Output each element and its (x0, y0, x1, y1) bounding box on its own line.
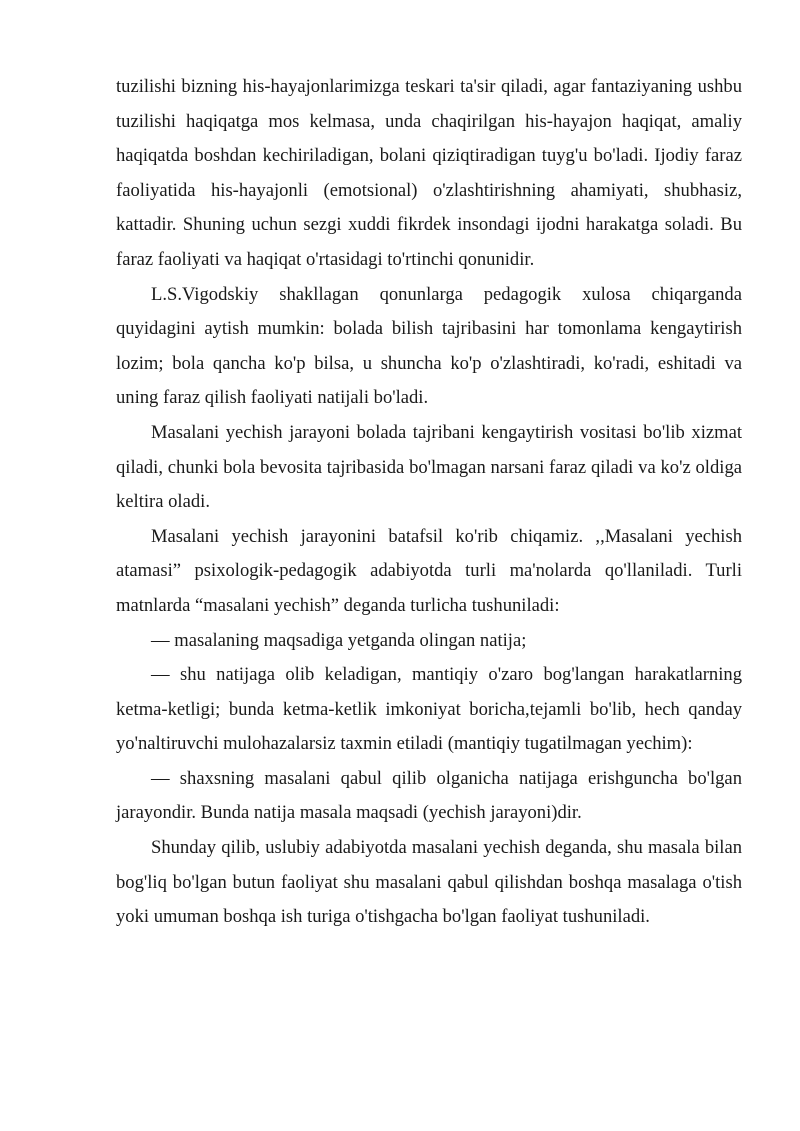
document-page (116, 70, 742, 935)
paragraph-conclusion: Shunday qilib, uslubiy adabiyotda masalani yechish deganda, shu masala bilan bog'liq bo'lgan butun faoliyat shu masalani qabul qilishdan boshqa masalaga o'tish yoki umuman boshqa ish turiga o'tishgacha bo'lgan faoliyat tushuniladi. (116, 837, 742, 928)
list-item-result: — masalaning maqsadiga yetganda olingan natija; (151, 629, 527, 651)
paragraph-experience: Masalani yechish jarayoni bolada tajribani kengaytirish vositasi bo'lib xizmat qiladi, chunki bola bevosita tajribasida bo'lmagan narsani faraz qiladi va ko'z oldiga keltira oladi. (116, 421, 742, 513)
paragraph-continuation: tuzilishi bizning his-hayajonlarimizga teskari ta'sir qiladi, agar fantaziyaning ushbu tuzilishi haqiqatga mos kelmasa, unda chaqirilgan his-hayajon haqiqat, amaliy haqiqatda boshdan kechiriladigan, bolani qiziqtiradigan tuyg'u bo'ladi. Ijodiy faraz faoliyatida his-hayajonli (emotsional) o'zlashtirishning ahamiyati, shubhasiz, kattadir. Shuning uchun sezgi xuddi fikrdek insondagi ijodni harakatga soladi. Bu faraz faoliyati va haqiqat o'rtasidagi to'rtinchi qonunidir. (116, 76, 742, 270)
paragraph-term: Masalani yechish jarayonini batafsil ko'rib chiqamiz. ,,Masalani yechish atamasi” psixologik-pedagogik adabiyotda turli ma'nolarda qo'llaniladi. Turli matnlarda “masalani yechish” deganda turlicha tushuniladi: (116, 525, 742, 616)
list-item-process: — shaxsning masalani qabul qilib olganicha natijaga erishguncha bo'lgan jarayondir. Bunda natija masala maqsadi (yechish jarayoni)dir. (116, 767, 742, 824)
list-item-sequence: — shu natijaga olib keladigan, mantiqiy o'zaro bog'langan harakatlarning ketma-ketligi; bunda ketma-ketlik imkoniyat boricha,tejamli bo'lib, hech qanday yo'naltiruvchi mulohazalarsiz taxmin etiladi (mantiqiy tugatilmagan yechim): (116, 664, 742, 755)
paragraph-vigodskiy: L.S.Vigodskiy shakllagan qonunlarga pedagogik xulosa chiqarganda quyidagini aytish mumkin: bolada bilish tajribasini har tomonlama kengaytirish lozim; bola qancha ko'p bilsa, u shuncha ko'p o'zlashtiradi, ko'radi, eshitadi va uning faraz qilish faoliyati natijali bo'ladi. (116, 283, 742, 409)
